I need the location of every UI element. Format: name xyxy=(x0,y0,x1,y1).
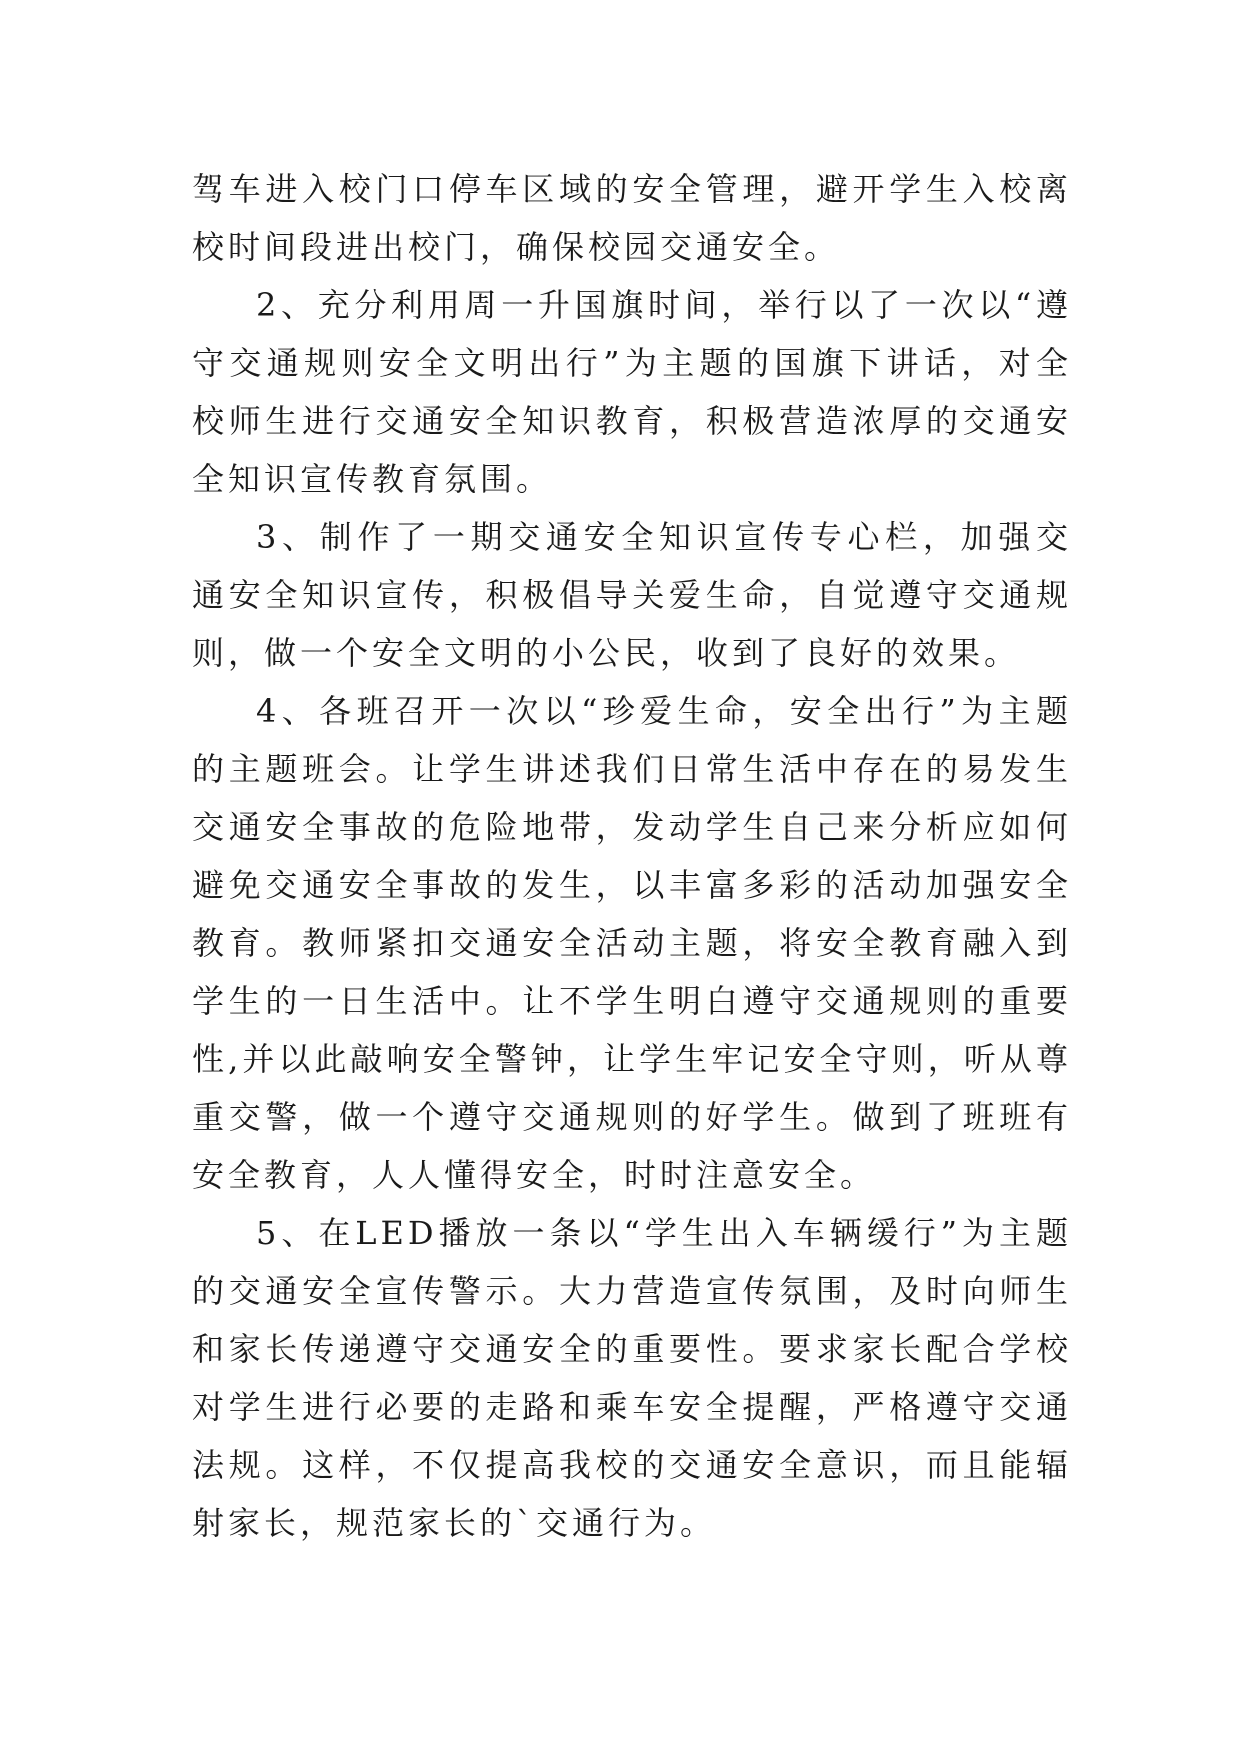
document-body xyxy=(192,160,1072,1552)
paragraph-item-3: 3、制作了一期交通安全知识宣传专心栏，加强交通安全知识宣传，积极倡导关爱生命，自觉遵守交通规则，做一个安全文明的小公民，收到了良好的效果。 xyxy=(192,518,1072,672)
paragraph-item-2: 2、充分利用周一升国旗时间，举行以了一次以“遵守交通规则安全文明出行”为主题的国旗下讲话，对全校师生进行交通安全知识教育，积极营造浓厚的交通安全知识宣传教育氛围。 xyxy=(192,286,1072,498)
paragraph-item-4: 4、各班召开一次以“珍爱生命，安全出行”为主题的主题班会。让学生讲述我们日常生活中存在的易发生交通安全事故的危险地带，发动学生自己来分析应如何避免交通安全事故的发生，以丰富多彩的活动加强安全教育。教师紧扣交通安全活动主题，将安全教育融入到学生的一日生活中。让不学生明白遵守交通规则的重要性,并以此敲响安全警钟，让学生牢记安全守则，听从尊重交警，做一个遵守交通规则的好学生。做到了班班有安全教育，人人懂得安全，时时注意安全。 xyxy=(192,692,1072,1194)
paragraph-item-5: 5、在LED播放一条以“学生出入车辆缓行”为主题的交通安全宣传警示。大力营造宣传氛围，及时向师生和家长传递遵守交通安全的重要性。要求家长配合学校对学生进行必要的走路和乘车安全提醒，严格遵守交通法规。这样，不仅提高我校的交通安全意识，而且能辐射家长，规范家长的`交通行为。 xyxy=(192,1214,1072,1542)
paragraph-continuation: 驾车进入校门口停车区域的安全管理，避开学生入校离校时间段进出校门，确保校园交通安全。 xyxy=(192,170,1072,266)
